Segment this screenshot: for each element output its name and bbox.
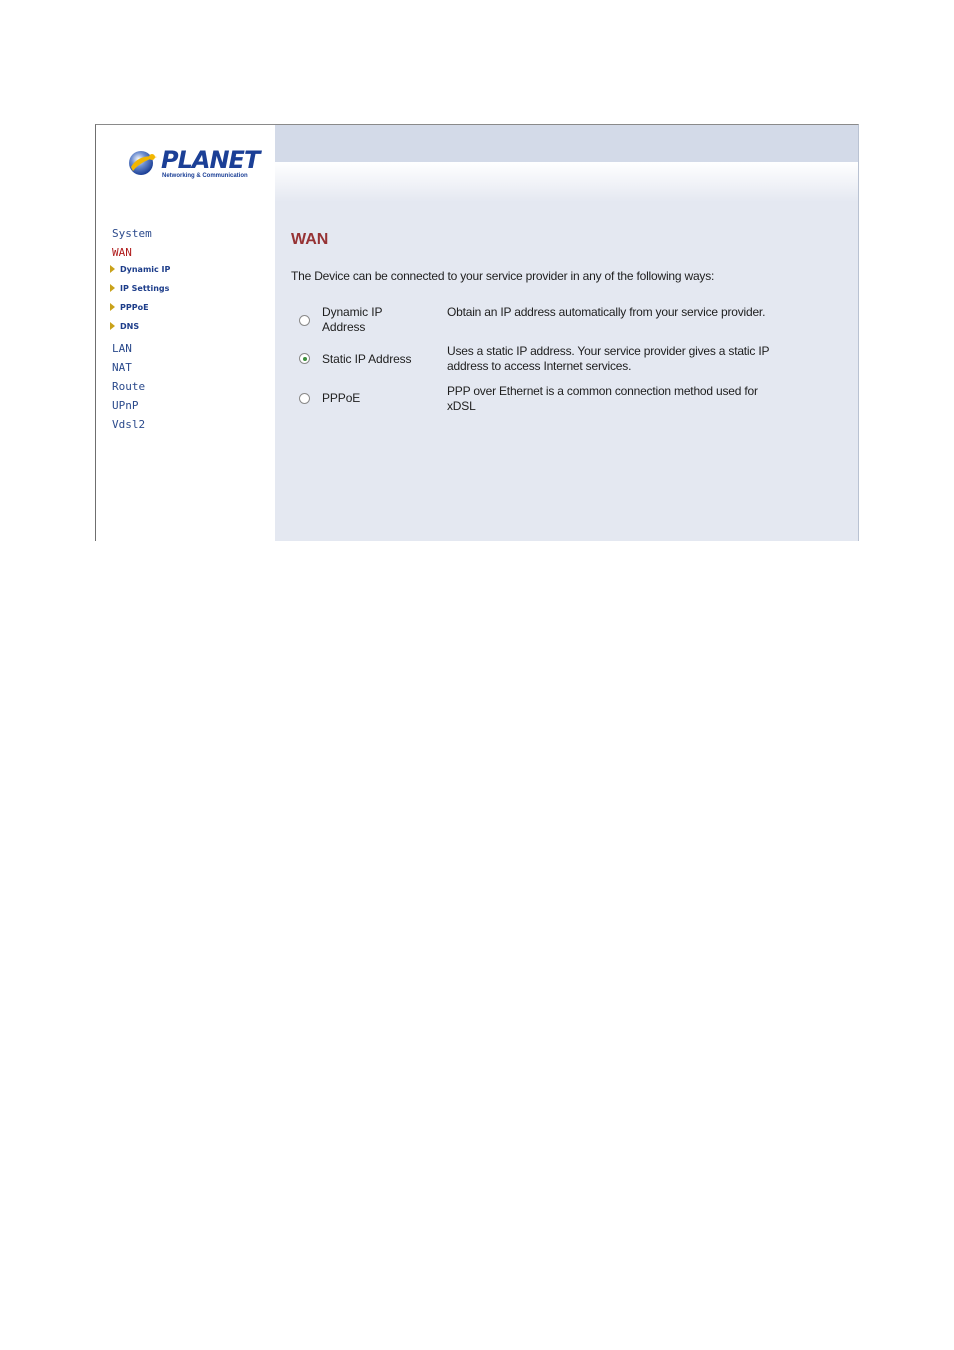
- intro-text: The Device can be connected to your service provider in any of the following ways:: [291, 269, 715, 283]
- sidebar-subitem-dynamic-ip[interactable]: [110, 265, 170, 274]
- option-description: Obtain an IP address automatically from your service provider.: [447, 305, 766, 319]
- option-label: PPPoE: [322, 391, 361, 405]
- sidebar-subitem-label: Dynamic IP: [120, 265, 171, 274]
- triangle-right-icon: [110, 322, 115, 330]
- sidebar-subitem-label: DNS: [120, 322, 140, 331]
- sidebar-subitem-ip-settings[interactable]: [110, 284, 169, 293]
- router-admin-window: [95, 124, 859, 541]
- brand-tagline: Networking & Communication: [162, 173, 248, 179]
- main-content: [275, 125, 858, 541]
- content-header-gradient: [275, 162, 858, 202]
- pppoe-radio[interactable]: [299, 393, 310, 404]
- option-label: Dynamic IP Address: [322, 305, 383, 334]
- sidebar-subitem-pppoe[interactable]: [110, 303, 149, 312]
- sidebar-subitem-label: PPPoE: [120, 303, 149, 312]
- sidebar-item-vdsl2[interactable]: Vdsl2: [112, 418, 146, 431]
- planet-logo[interactable]: [127, 146, 260, 187]
- triangle-right-icon: [110, 284, 115, 292]
- page-title: WAN: [291, 231, 329, 248]
- static-ip-radio[interactable]: [299, 353, 310, 364]
- sidebar: [96, 125, 275, 541]
- sidebar-item-wan[interactable]: WAN: [112, 246, 132, 259]
- sidebar-item-lan[interactable]: LAN: [112, 342, 132, 355]
- triangle-right-icon: [110, 303, 115, 311]
- sidebar-item-nat[interactable]: NAT: [112, 361, 132, 374]
- sidebar-item-route[interactable]: Route: [112, 380, 146, 393]
- content-header-bar: [275, 125, 858, 162]
- dynamic-ip-radio[interactable]: [299, 315, 310, 326]
- sidebar-item-system[interactable]: System: [112, 227, 152, 240]
- triangle-right-icon: [110, 265, 115, 273]
- option-label: Static IP Address: [322, 352, 412, 366]
- sidebar-item-upnp[interactable]: UPnP: [112, 399, 139, 412]
- sidebar-subitem-label: IP Settings: [120, 284, 170, 293]
- brand-name: PLANET: [161, 146, 260, 174]
- sidebar-subitem-dns[interactable]: [110, 322, 139, 331]
- option-description: Uses a static IP address. Your service provider gives a static IP address to access Internet services.: [447, 344, 770, 373]
- globe-icon: [127, 147, 159, 179]
- option-description: PPP over Ethernet is a common connection method used for xDSL: [447, 384, 758, 413]
